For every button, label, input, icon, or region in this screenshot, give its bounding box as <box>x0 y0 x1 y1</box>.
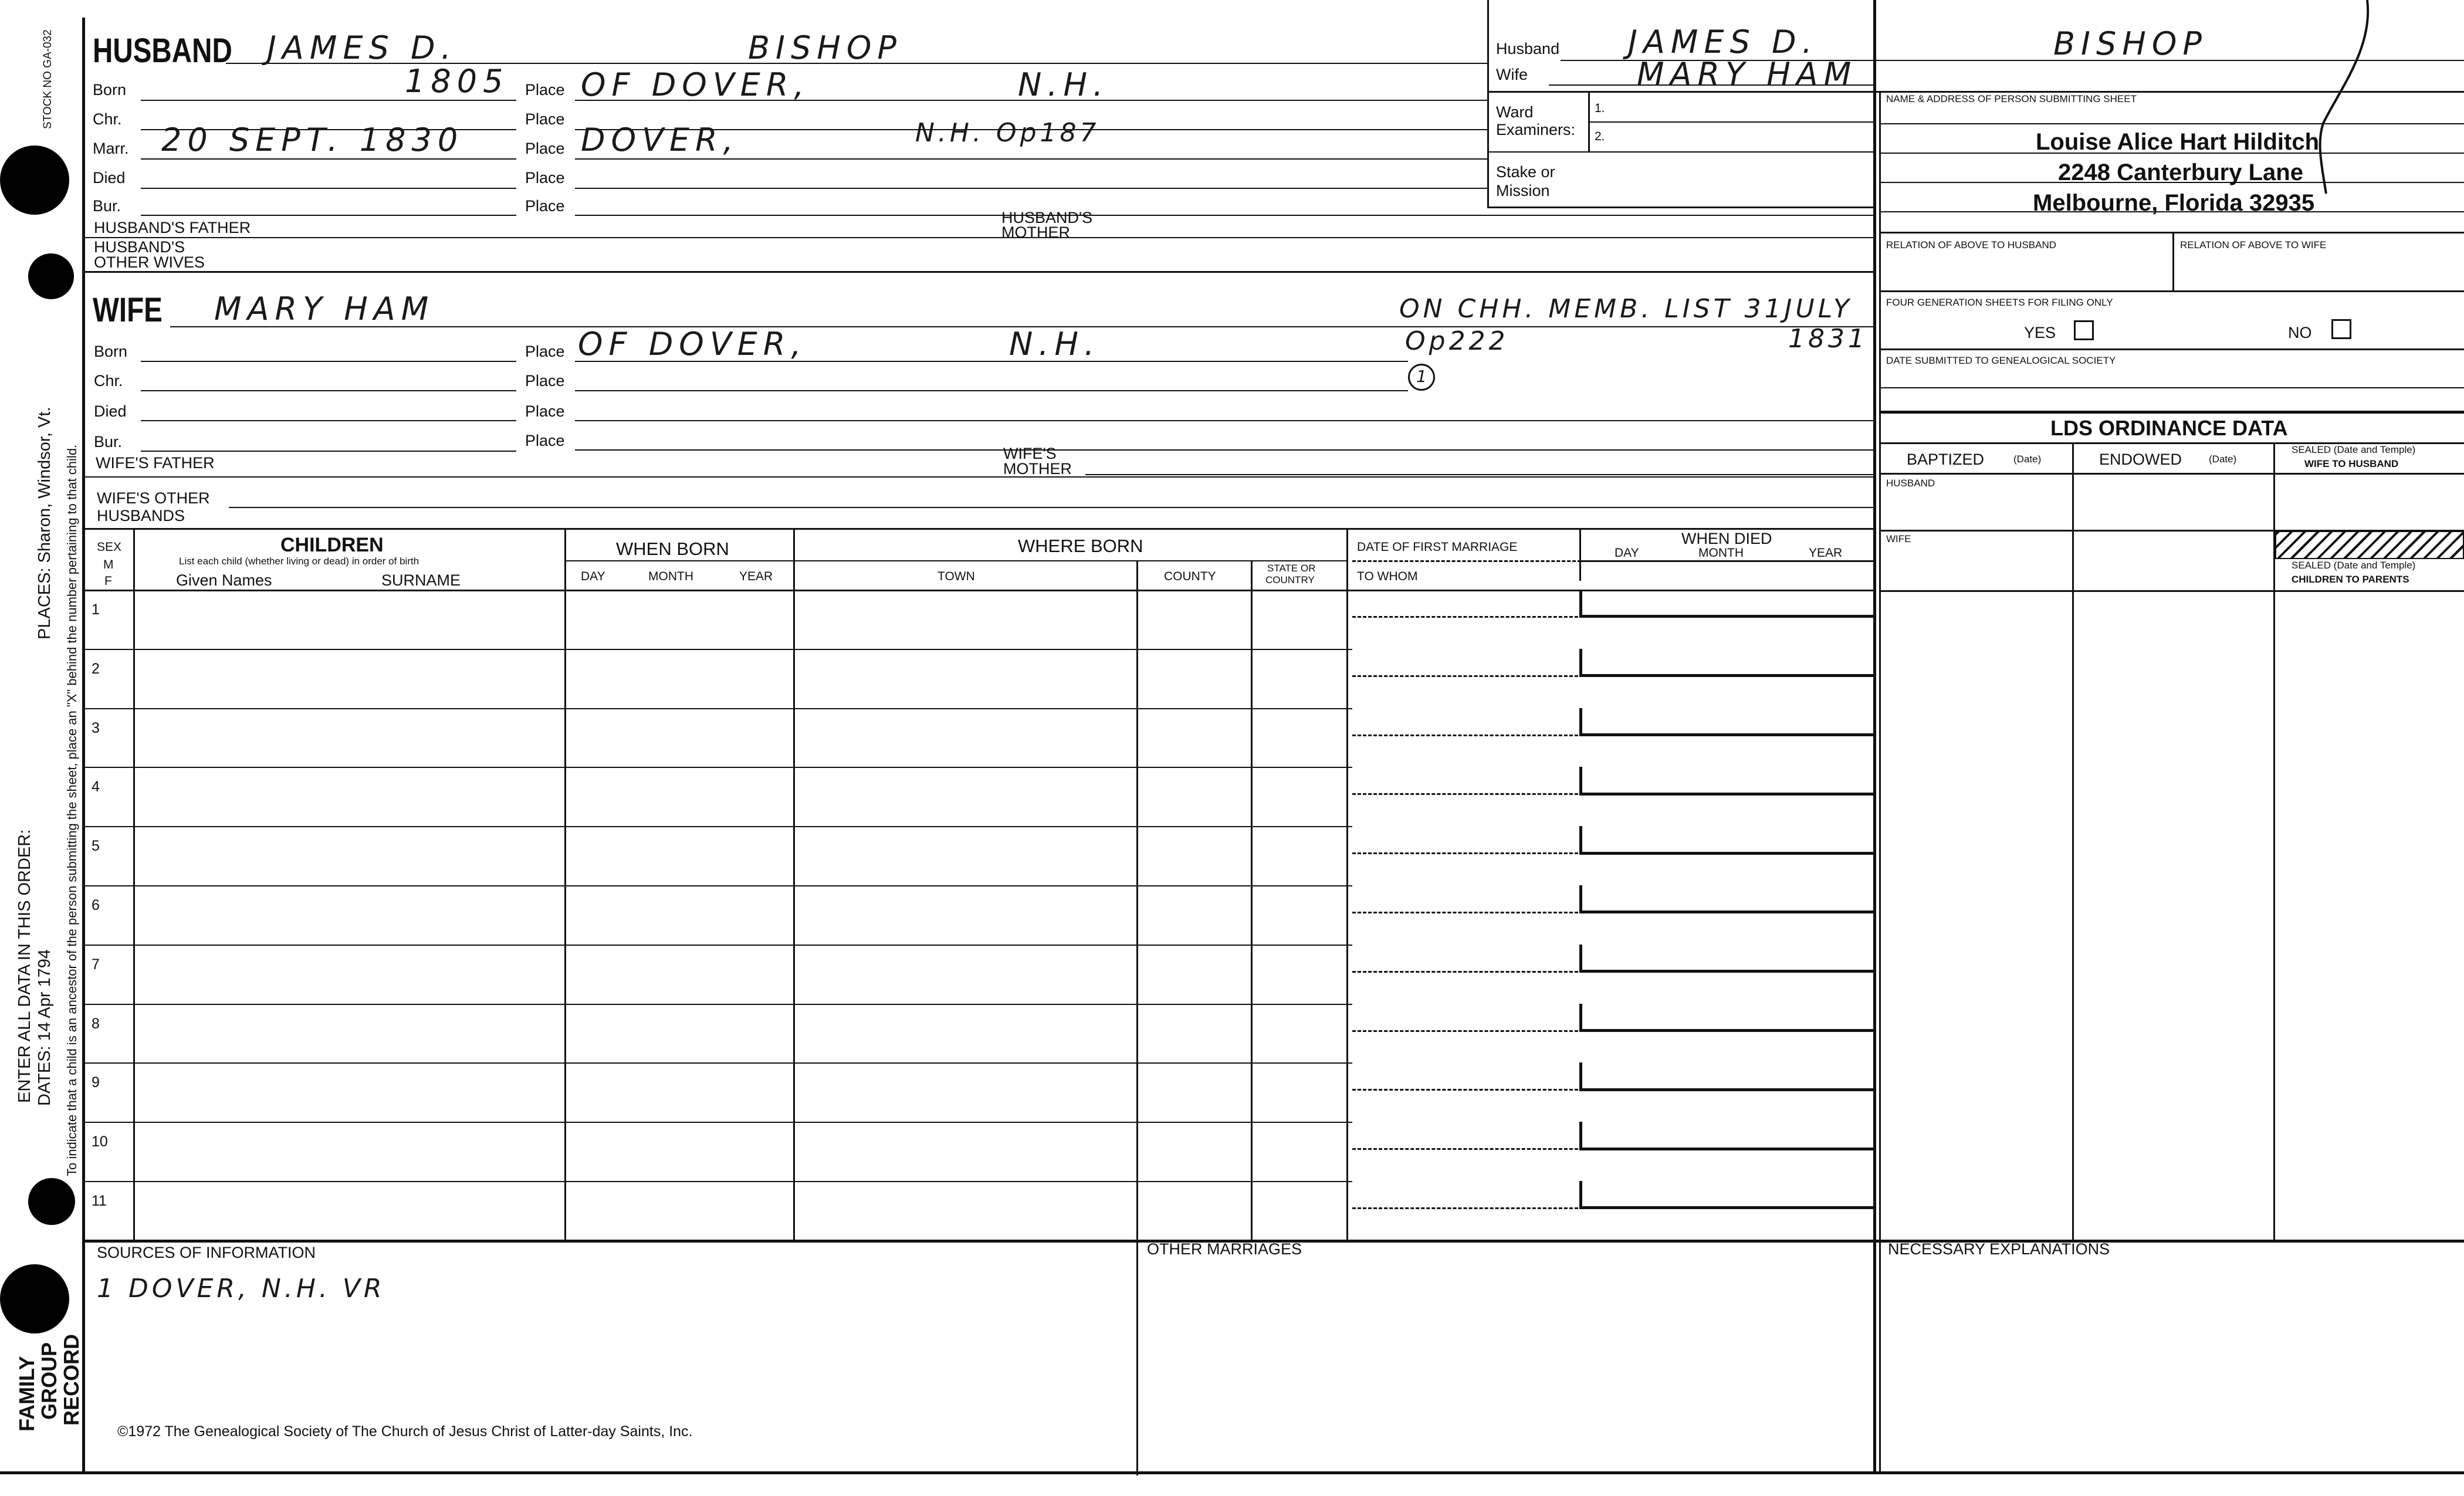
lds-sealed-children-1: SEALED (Date and Temple) <box>2292 560 2416 571</box>
right-column-divider-inner <box>1879 91 1881 1473</box>
sources-value: 1 DOVER, N.H. VR <box>97 1274 385 1304</box>
when-died-year: YEAR <box>1809 546 1843 560</box>
child-marriage-dash <box>1352 1089 1578 1091</box>
wife-note-line1: ON CHH. MEMB. LIST 31JULY <box>1399 294 1853 324</box>
husband-given-name: JAMES D. <box>267 29 457 66</box>
state-country-header-1: STATE OR <box>1267 563 1316 574</box>
husband-marr-place-line <box>575 158 1487 160</box>
child-row-divider <box>82 649 1352 650</box>
when-born-year: YEAR <box>739 570 773 583</box>
husband-born-line <box>141 100 516 101</box>
date-submitted-label: DATE SUBMITTED TO GENEALOGICAL SOCIETY <box>1886 355 2116 366</box>
wife-born-line <box>141 361 516 362</box>
wife-bur-label: Bur. <box>94 433 123 451</box>
stake-label-2: Mission <box>1496 182 1550 199</box>
header-right-divider <box>1487 0 1489 208</box>
submitter-line-2 <box>1879 153 2464 154</box>
husband-other-wives-label-2: OTHER WIVES <box>94 253 205 271</box>
record-title-record: RECORD <box>59 1333 83 1426</box>
husband-bur-label: Bur. <box>93 197 121 215</box>
col-marriage-right <box>1579 528 1581 581</box>
child-marriage-dash <box>1352 735 1578 736</box>
husband-bur-line <box>141 215 516 216</box>
child-died-bracket <box>1579 708 1874 736</box>
child-row-divider <box>82 767 1352 768</box>
town-header: TOWN <box>937 570 975 583</box>
other-marriages-label: OTHER MARRIAGES <box>1147 1240 1302 1258</box>
husband-chr-place-label: Place <box>525 110 565 128</box>
submitter-name: Louise Alice Hart Hilditch <box>2036 129 2320 155</box>
examiner-1-line <box>1588 121 1874 123</box>
col-sex-right <box>133 528 135 1241</box>
child-row-number: 1 <box>92 601 100 618</box>
child-died-bracket <box>1579 826 1874 854</box>
child-row-divider <box>82 1062 1352 1064</box>
relation-divider <box>2172 232 2174 290</box>
child-died-bracket <box>1579 767 1874 795</box>
when-died-header: WHEN DIED <box>1681 530 1772 547</box>
col-town-right <box>1136 560 1138 1475</box>
four-gen-bottom <box>1879 348 2464 350</box>
header-husband-given: JAMES D. <box>1628 23 1818 60</box>
col-whenborn-right <box>793 528 795 1241</box>
child-marriage-dash <box>1352 1148 1578 1150</box>
copyright-notice: ©1972 The Genealogical Society of The Church of Jesus Christ of Latter-day Saints, Inc. <box>117 1423 693 1440</box>
wife-died-label: Died <box>94 402 127 420</box>
examiner-2: 2. <box>1595 130 1605 143</box>
children-header: CHILDREN <box>280 534 384 556</box>
submitter-bottom <box>1879 232 2464 233</box>
wife-born-place-town: OF DOVER, <box>578 326 807 363</box>
given-names-header: Given Names <box>176 571 272 589</box>
wife-chr-line <box>141 390 516 391</box>
explanations-label: NECESSARY EXPLANATIONS <box>1888 1240 2110 1258</box>
child-row-number: 4 <box>92 779 100 796</box>
sources-label: SOURCES OF INFORMATION <box>97 1244 316 1261</box>
record-title-group: GROUP <box>37 1342 61 1420</box>
relation-wife-label: RELATION OF ABOVE TO WIFE <box>2180 239 2327 251</box>
binder-hole-1 <box>0 145 69 215</box>
lds-baptized-label: BAPTIZED <box>1907 451 1985 468</box>
child-row-divider <box>82 826 1352 827</box>
child-row-number: 2 <box>92 660 100 677</box>
husband-marr-place-town: DOVER, <box>581 121 739 158</box>
child-row-number: 9 <box>92 1074 100 1091</box>
wife-born-place-label: Place <box>525 343 565 360</box>
examiners-bottom <box>1487 151 1874 153</box>
enter-order-note: ENTER ALL DATA IN THIS ORDER: <box>15 829 34 1103</box>
child-died-bracket <box>1579 1181 1874 1209</box>
stake-bottom <box>1487 207 1874 208</box>
lds-sealed-wife-1: SEALED (Date and Temple) <box>2292 444 2416 455</box>
lds-endowed-date: (Date) <box>2209 453 2237 465</box>
when-died-day: DAY <box>1615 546 1639 560</box>
wife-name: MARY HAM <box>214 290 435 327</box>
child-row-divider <box>82 885 1352 886</box>
header-husband-surname: BISHOP <box>2053 25 2208 62</box>
wife-heading: WIFE <box>93 291 163 329</box>
child-row-divider <box>82 1181 1352 1182</box>
lds-sealed-hatch <box>2275 531 2464 559</box>
husband-born-place-state: N.H. <box>1018 66 1109 103</box>
lds-col-divider-1 <box>2072 442 2074 1241</box>
submitter-city: Melbourne, Florida 32935 <box>2033 190 2315 216</box>
wife-chr-place-line <box>575 390 1408 391</box>
husband-born-place-town: OF DOVER, <box>581 66 810 103</box>
margin-stroke-mark <box>2306 0 2376 211</box>
child-died-bracket <box>1579 590 1874 618</box>
child-row-number: 3 <box>92 719 100 736</box>
lds-top <box>1879 411 2464 414</box>
husband-died-place-label: Place <box>525 169 565 187</box>
wife-parents-line <box>1085 474 1874 475</box>
col-children-right <box>564 528 566 1241</box>
child-row-divider <box>82 708 1352 709</box>
husband-parents-line <box>82 237 1874 238</box>
stake-label-1: Stake or <box>1496 163 1555 181</box>
child-marriage-dash <box>1352 675 1578 677</box>
husband-died-label: Died <box>93 169 126 187</box>
no-checkbox[interactable] <box>2331 319 2351 339</box>
lds-baptized-date: (Date) <box>2013 453 2042 465</box>
wife-died-line <box>141 420 516 421</box>
yes-checkbox[interactable] <box>2074 320 2094 340</box>
husband-born-place-label: Place <box>525 81 565 99</box>
husband-marr-value: 20 SEPT. 1830 <box>161 121 464 158</box>
left-border <box>82 18 85 1473</box>
binder-hole-2 <box>28 253 74 299</box>
county-header: COUNTY <box>1164 570 1216 583</box>
wife-born-label: Born <box>94 343 128 360</box>
date-submitted-line <box>1879 387 2464 388</box>
sex-header-3: F <box>104 574 112 588</box>
child-row-number: 5 <box>92 838 100 855</box>
child-died-bracket <box>1579 649 1874 677</box>
child-died-bracket <box>1579 1004 1874 1032</box>
wife-bur-line <box>141 451 516 452</box>
relation-bottom <box>1879 290 2464 292</box>
child-died-bracket <box>1579 885 1874 913</box>
yes-label: YES <box>2024 324 2056 341</box>
husband-marr-label: Marr. <box>93 140 129 157</box>
submitter-line-3 <box>1879 182 2464 183</box>
when-born-month: MONTH <box>648 570 693 583</box>
first-marriage-header: DATE OF FIRST MARRIAGE <box>1357 540 1518 554</box>
stock-number: STOCK NO GA-032 <box>42 29 54 129</box>
child-row-divider <box>82 945 1352 946</box>
husband-marr-line <box>141 158 516 160</box>
wife-note-circle: 1 <box>1408 364 1435 391</box>
when-died-month: MONTH <box>1698 546 1744 560</box>
submitter-line-1 <box>1879 123 2464 124</box>
child-marriage-dash <box>1352 971 1578 973</box>
lds-husband-row: HUSBAND <box>1886 478 1935 489</box>
wife-mother-label-2: MOTHER <box>1003 460 1072 478</box>
husband-father-label: HUSBAND'S FATHER <box>94 219 251 236</box>
sex-header-2: M <box>103 558 114 571</box>
bottom-border <box>0 1471 2464 1474</box>
child-row-divider <box>82 1122 1352 1123</box>
lds-title: LDS ORDINANCE DATA <box>2050 416 2288 440</box>
ward-label: Ward <box>1496 103 1534 121</box>
children-subheader: List each child (whether living or dead) in order of birth <box>179 556 419 567</box>
wife-mother-label-1: WIFE'S <box>1003 445 1057 462</box>
when-born-day: DAY <box>581 570 605 583</box>
child-marriage-dash <box>1352 793 1578 795</box>
husband-born-label: Born <box>93 81 127 99</box>
col-state-right <box>1346 528 1348 1241</box>
examiners-label: Examiners: <box>1496 121 1576 138</box>
husband-section-bottom <box>82 271 1874 273</box>
wife-parents-bottom <box>82 476 1874 478</box>
wife-note-year: 1831 <box>1788 324 1868 354</box>
husband-bur-place-line <box>575 215 1874 216</box>
child-marriage-dash <box>1352 912 1578 913</box>
lds-sealed-wife-2: WIFE TO HUSBAND <box>2304 458 2399 469</box>
wife-other-husbands-line <box>229 507 1874 508</box>
husband-bur-place-label: Place <box>525 197 565 215</box>
relation-husband-label: RELATION OF ABOVE TO HUSBAND <box>1886 239 2057 251</box>
when-born-header: WHEN BORN <box>616 539 729 559</box>
header-wife-label: Wife <box>1496 66 1528 83</box>
child-marriage-dash <box>1352 1207 1578 1209</box>
lds-sealed-children-2: CHILDREN TO PARENTS <box>2292 574 2409 585</box>
sex-header-1: SEX <box>97 540 122 554</box>
no-label: NO <box>2288 324 2312 341</box>
wife-father-label: WIFE'S FATHER <box>96 454 215 472</box>
child-row-number: 8 <box>92 1015 100 1032</box>
to-whom-header: TO WHOM <box>1357 570 1418 583</box>
when-born-sub-line <box>564 560 1346 561</box>
child-marriage-dash <box>1352 852 1578 854</box>
husband-marr-place-label: Place <box>525 140 565 157</box>
submitter-street: 2248 Canterbury Lane <box>2058 160 2303 185</box>
lds-wife-bottom <box>1879 590 2464 592</box>
child-row-number: 6 <box>92 897 100 913</box>
wife-section-bottom <box>82 528 1874 530</box>
four-gen-label: FOUR GENERATION SHEETS FOR FILING ONLY <box>1886 297 2113 308</box>
wife-other-husbands-label-2: HUSBANDS <box>97 507 185 524</box>
wife-born-place-state: N.H. <box>1009 326 1101 363</box>
child-marriage-dash <box>1352 616 1578 618</box>
husband-mother-label-2: MOTHER <box>1001 224 1070 241</box>
col-county-right <box>1251 560 1253 1241</box>
husband-heading: HUSBAND <box>93 32 232 70</box>
wife-died-place-line <box>575 420 1874 421</box>
child-row-number: 11 <box>92 1193 107 1209</box>
wife-other-husbands-label-1: WIFE'S OTHER <box>97 489 210 507</box>
child-row-number: 10 <box>92 1133 108 1150</box>
state-country-header-2: COUNTRY <box>1265 574 1315 585</box>
child-row-number: 7 <box>92 956 100 973</box>
husband-other-wives-label-1: HUSBAND'S <box>94 238 185 256</box>
husband-marr-place-state: N.H. Op187 <box>915 118 1100 148</box>
record-title-family: FAMILY <box>15 1356 39 1431</box>
when-died-bottom <box>1579 560 1874 562</box>
ancestor-indicator-note: To indicate that a child is an ancestor of the person submitting the sheet, place an "X" behind the number pertaining to that child. <box>65 444 79 1176</box>
binder-hole-3 <box>28 1178 75 1225</box>
first-marriage-dash <box>1352 560 1581 562</box>
wife-bur-place-line <box>575 449 1874 451</box>
where-born-header: WHERE BORN <box>1018 536 1143 556</box>
child-died-bracket <box>1579 945 1874 973</box>
lds-endowed-label: ENDOWED <box>2099 451 2182 468</box>
wife-chr-label: Chr. <box>94 372 123 390</box>
submitter-label: NAME & ADDRESS OF PERSON SUBMITTING SHEET <box>1886 93 2137 104</box>
wife-chr-place-label: Place <box>525 372 565 390</box>
examiner-1: 1. <box>1595 101 1605 115</box>
lds-wife-row: WIFE <box>1886 533 1911 544</box>
right-column-divider <box>1873 0 1876 1473</box>
husband-died-place-line <box>575 188 1487 189</box>
lds-col-divider-2 <box>2273 442 2275 1241</box>
husband-died-line <box>141 188 516 189</box>
husband-surname: BISHOP <box>748 29 902 66</box>
lds-header-bottom <box>1879 473 2464 475</box>
child-died-bracket <box>1579 1062 1874 1091</box>
husband-born-value: 1805 <box>405 63 509 100</box>
surname-header: SURNAME <box>381 571 461 589</box>
header-husband-label: Husband <box>1496 40 1560 57</box>
wife-died-place-label: Place <box>525 402 565 420</box>
child-marriage-dash <box>1352 1030 1578 1032</box>
submitter-line-4 <box>1879 211 2464 212</box>
child-died-bracket <box>1579 1122 1874 1150</box>
header-wife-value: MARY HAM <box>1637 56 1857 93</box>
wife-note-op: Op222 <box>1405 326 1509 356</box>
husband-chr-label: Chr. <box>93 110 122 128</box>
husband-mother-label-1: HUSBAND'S <box>1001 209 1093 226</box>
wife-bur-place-label: Place <box>525 432 565 449</box>
child-row-divider <box>82 1004 1352 1005</box>
places-note: PLACES: Sharon, Windsor, Vt. <box>35 407 54 639</box>
dates-note: DATES: 14 Apr 1794 <box>35 949 54 1106</box>
binder-hole-4 <box>0 1264 69 1333</box>
